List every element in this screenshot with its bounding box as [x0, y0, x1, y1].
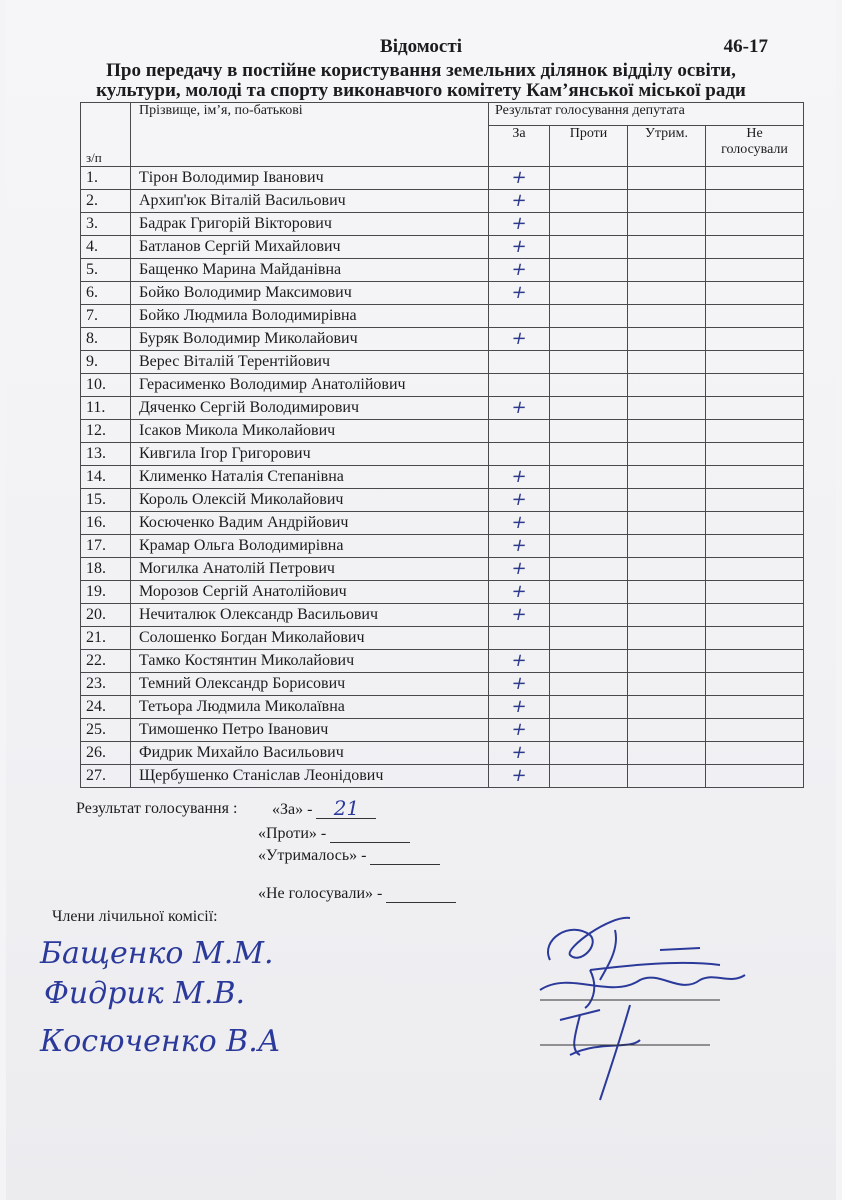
vote-za-cell — [489, 627, 550, 650]
row-number: 12. — [81, 420, 131, 443]
commission-member-1: Бащенко М.М. — [40, 936, 274, 971]
vote-utrym-cell — [628, 489, 706, 512]
vote-za-mark: + — [509, 190, 529, 211]
vote-za-cell — [489, 213, 550, 236]
table-row — [81, 512, 804, 535]
vote-ne-cell — [706, 489, 804, 512]
result-utrym — [258, 846, 440, 865]
vote-ne-cell — [706, 650, 804, 673]
row-number: 24. — [81, 696, 131, 719]
vote-proty-cell — [550, 351, 628, 374]
vote-utrym-cell — [628, 604, 706, 627]
vote-utrym-cell — [628, 397, 706, 420]
vote-utrym-cell — [628, 512, 706, 535]
row-number: 16. — [81, 512, 131, 535]
row-number: 23. — [81, 673, 131, 696]
deputy-name: Бадрак Григорій Вікторович — [131, 213, 489, 236]
table-row — [81, 236, 804, 259]
deputy-name: Король Олексій Миколайович — [131, 489, 489, 512]
vote-za-cell — [489, 673, 550, 696]
vote-utrym-cell — [628, 167, 706, 190]
document-subtitle-line1: Про передачу в постійне користування земельних ділянок відділу освіти, — [106, 60, 736, 81]
row-number: 25. — [81, 719, 131, 742]
vote-za-cell — [489, 259, 550, 282]
vote-za-mark: + — [509, 535, 529, 556]
table-row — [81, 765, 804, 788]
vote-proty-cell — [550, 719, 628, 742]
table-row — [81, 604, 804, 627]
vote-utrym-cell — [628, 719, 706, 742]
table-row — [81, 351, 804, 374]
vote-za-cell — [489, 328, 550, 351]
col-header-proty: Проти — [550, 126, 628, 167]
vote-za-mark: + — [509, 466, 529, 487]
vote-utrym-cell — [628, 742, 706, 765]
vote-proty-cell — [550, 558, 628, 581]
row-number: 19. — [81, 581, 131, 604]
col-header-ne-line1: Не — [746, 126, 763, 141]
vote-za-cell — [489, 512, 550, 535]
row-number: 4. — [81, 236, 131, 259]
vote-za-cell — [489, 466, 550, 489]
vote-ne-cell — [706, 696, 804, 719]
row-number: 2. — [81, 190, 131, 213]
table-row — [81, 213, 804, 236]
result-ne-blank — [386, 884, 456, 903]
vote-utrym-cell — [628, 351, 706, 374]
deputy-name: Кивгила Ігор Григорович — [131, 443, 489, 466]
result-za-value: 21 — [316, 800, 376, 819]
vote-proty-cell — [550, 420, 628, 443]
result-ne-label: «Не голосували» - — [258, 885, 383, 902]
vote-za-cell — [489, 535, 550, 558]
vote-utrym-cell — [628, 627, 706, 650]
vote-ne-cell — [706, 236, 804, 259]
table-row — [81, 374, 804, 397]
vote-proty-cell — [550, 466, 628, 489]
vote-za-cell — [489, 443, 550, 466]
result-proty-blank — [330, 824, 410, 843]
vote-za-mark: + — [509, 696, 529, 717]
table-row — [81, 259, 804, 282]
deputy-name: Дяченко Сергій Володимирович — [131, 397, 489, 420]
row-number: 10. — [81, 374, 131, 397]
vote-za-mark: + — [509, 558, 529, 579]
deputy-name: Темний Олександр Борисович — [131, 673, 489, 696]
vote-proty-cell — [550, 627, 628, 650]
vote-za-cell — [489, 420, 550, 443]
vote-ne-cell — [706, 351, 804, 374]
row-number: 17. — [81, 535, 131, 558]
row-number: 22. — [81, 650, 131, 673]
row-number: 15. — [81, 489, 131, 512]
deputy-name: Бойко Людмила Володимирівна — [131, 305, 489, 328]
vote-utrym-cell — [628, 765, 706, 788]
row-number: 5. — [81, 259, 131, 282]
vote-utrym-cell — [628, 535, 706, 558]
deputy-name: Фидрик Михайло Васильович — [131, 742, 489, 765]
vote-za-mark: + — [509, 604, 529, 625]
vote-za-cell — [489, 167, 550, 190]
vote-ne-cell — [706, 719, 804, 742]
vote-za-mark: + — [509, 259, 529, 280]
vote-utrym-cell — [628, 374, 706, 397]
row-number: 7. — [81, 305, 131, 328]
vote-utrym-cell — [628, 558, 706, 581]
vote-za-cell — [489, 305, 550, 328]
deputy-name: Тамко Костянтин Миколайович — [131, 650, 489, 673]
vote-za-cell — [489, 719, 550, 742]
vote-utrym-cell — [628, 581, 706, 604]
deputy-name: Крамар Ольга Володимирівна — [131, 535, 489, 558]
deputy-name: Тетьора Людмила Миколаївна — [131, 696, 489, 719]
deputy-name: Нечиталюк Олександр Васильович — [131, 604, 489, 627]
vote-ne-cell — [706, 397, 804, 420]
table-row — [81, 650, 804, 673]
vote-utrym-cell — [628, 190, 706, 213]
vote-proty-cell — [550, 236, 628, 259]
signature-3 — [540, 1000, 720, 1110]
result-utrym-blank — [370, 846, 440, 865]
vote-za-mark: + — [509, 489, 529, 510]
vote-ne-cell — [706, 213, 804, 236]
result-za-label: «За» - — [272, 801, 313, 818]
vote-proty-cell — [550, 259, 628, 282]
document-number: 46-17 — [723, 36, 768, 57]
vote-za-mark: + — [509, 673, 529, 694]
vote-za-cell — [489, 581, 550, 604]
vote-utrym-cell — [628, 282, 706, 305]
table-row — [81, 719, 804, 742]
vote-za-mark: + — [509, 213, 529, 234]
result-proty — [258, 824, 410, 843]
table-row — [81, 443, 804, 466]
vote-ne-cell — [706, 627, 804, 650]
vote-za-mark: + — [509, 512, 529, 533]
vote-ne-cell — [706, 558, 804, 581]
vote-za-cell — [489, 351, 550, 374]
commission-member-3: Косюченко В.А — [40, 1024, 281, 1059]
deputy-name: Бойко Володимир Максимович — [131, 282, 489, 305]
vote-ne-cell — [706, 374, 804, 397]
vote-proty-cell — [550, 374, 628, 397]
vote-utrym-cell — [628, 259, 706, 282]
document-title: Відомості — [380, 36, 462, 57]
vote-utrym-cell — [628, 673, 706, 696]
deputy-name: Солошенко Богдан Миколайович — [131, 627, 489, 650]
vote-proty-cell — [550, 443, 628, 466]
vote-proty-cell — [550, 535, 628, 558]
row-number: 1. — [81, 167, 131, 190]
vote-za-cell — [489, 558, 550, 581]
result-za — [272, 796, 376, 820]
table-row — [81, 627, 804, 650]
vote-utrym-cell — [628, 466, 706, 489]
vote-za-mark: + — [509, 236, 529, 257]
col-header-utrym: Утрим. — [628, 126, 706, 167]
vote-za-mark: + — [509, 650, 529, 671]
vote-proty-cell — [550, 650, 628, 673]
table-row — [81, 420, 804, 443]
vote-proty-cell — [550, 673, 628, 696]
vote-ne-cell — [706, 581, 804, 604]
table-row — [81, 558, 804, 581]
row-number: 6. — [81, 282, 131, 305]
row-number: 21. — [81, 627, 131, 650]
vote-za-cell — [489, 650, 550, 673]
deputy-name: Косюченко Вадим Андрійович — [131, 512, 489, 535]
vote-za-cell — [489, 236, 550, 259]
vote-proty-cell — [550, 765, 628, 788]
table-row — [81, 489, 804, 512]
vote-za-cell — [489, 190, 550, 213]
result-proty-label: «Проти» - — [258, 825, 327, 842]
vote-za-mark: + — [509, 742, 529, 763]
vote-ne-cell — [706, 466, 804, 489]
col-header-ne-holosuvaly — [706, 126, 804, 167]
deputy-name: Морозов Сергій Анатолійович — [131, 581, 489, 604]
row-number: 27. — [81, 765, 131, 788]
vote-za-cell — [489, 282, 550, 305]
vote-ne-cell — [706, 443, 804, 466]
row-number: 11. — [81, 397, 131, 420]
vote-proty-cell — [550, 282, 628, 305]
row-number: 13. — [81, 443, 131, 466]
vote-ne-cell — [706, 328, 804, 351]
commission-member-2: Фидрик М.В. — [44, 976, 246, 1011]
vote-ne-cell — [706, 673, 804, 696]
vote-ne-cell — [706, 742, 804, 765]
vote-ne-cell — [706, 535, 804, 558]
deputy-name: Бащенко Марина Майданівна — [131, 259, 489, 282]
deputy-name: Архип'юк Віталій Васильович — [131, 190, 489, 213]
vote-utrym-cell — [628, 213, 706, 236]
vote-za-cell — [489, 765, 550, 788]
deputy-name: Буряк Володимир Миколайович — [131, 328, 489, 351]
document-subtitle-line2: культури, молоді та спорту виконавчого комітету Кам’янської міської ради — [96, 80, 746, 101]
table-row — [81, 466, 804, 489]
vote-proty-cell — [550, 604, 628, 627]
deputy-name: Тимошенко Петро Іванович — [131, 719, 489, 742]
vote-za-mark: + — [509, 765, 529, 786]
vote-utrym-cell — [628, 650, 706, 673]
vote-za-mark: + — [509, 328, 529, 349]
col-header-name: Прізвище, ім’я, по-батькові — [131, 103, 489, 167]
vote-proty-cell — [550, 190, 628, 213]
deputy-name: Могилка Анатолій Петрович — [131, 558, 489, 581]
vote-ne-cell — [706, 259, 804, 282]
vote-za-mark: + — [509, 282, 529, 303]
table-row — [81, 742, 804, 765]
vote-utrym-cell — [628, 328, 706, 351]
row-number: 9. — [81, 351, 131, 374]
vote-ne-cell — [706, 420, 804, 443]
vote-za-cell — [489, 604, 550, 627]
vote-ne-cell — [706, 765, 804, 788]
vote-za-cell — [489, 742, 550, 765]
vote-ne-cell — [706, 282, 804, 305]
table-row — [81, 581, 804, 604]
row-number: 14. — [81, 466, 131, 489]
vote-proty-cell — [550, 696, 628, 719]
vote-utrym-cell — [628, 420, 706, 443]
vote-ne-cell — [706, 190, 804, 213]
col-header-number: з/п — [81, 103, 131, 167]
vote-ne-cell — [706, 167, 804, 190]
vote-za-mark: + — [509, 397, 529, 418]
col-header-ne-line2: голосували — [721, 142, 788, 157]
result-utrym-label: «Утрималось» - — [258, 847, 367, 864]
vote-utrym-cell — [628, 696, 706, 719]
table-row — [81, 167, 804, 190]
row-number: 18. — [81, 558, 131, 581]
table-row — [81, 282, 804, 305]
vote-proty-cell — [550, 167, 628, 190]
result-ne-holosuvaly — [258, 884, 456, 903]
table-row — [81, 535, 804, 558]
row-number: 20. — [81, 604, 131, 627]
deputy-name: Герасименко Володимир Анатолійович — [131, 374, 489, 397]
vote-proty-cell — [550, 489, 628, 512]
table-row — [81, 696, 804, 719]
vote-proty-cell — [550, 512, 628, 535]
col-header-za: За — [489, 126, 550, 167]
table-row — [81, 328, 804, 351]
vote-za-cell — [489, 374, 550, 397]
vote-za-mark: + — [509, 719, 529, 740]
table-row — [81, 673, 804, 696]
vote-proty-cell — [550, 397, 628, 420]
row-number: 3. — [81, 213, 131, 236]
table-row — [81, 305, 804, 328]
vote-ne-cell — [706, 512, 804, 535]
results-label: Результат голосування : — [76, 800, 238, 817]
table-row — [81, 397, 804, 420]
vote-proty-cell — [550, 742, 628, 765]
vote-table — [80, 102, 804, 788]
vote-utrym-cell — [628, 236, 706, 259]
deputy-name: Верес Віталій Терентійович — [131, 351, 489, 374]
vote-za-mark: + — [509, 581, 529, 602]
deputy-name: Тірон Володимир Іванович — [131, 167, 489, 190]
deputy-name: Клименко Наталія Степанівна — [131, 466, 489, 489]
vote-ne-cell — [706, 604, 804, 627]
row-number: 8. — [81, 328, 131, 351]
deputy-name: Щербушенко Станіслав Леонідович — [131, 765, 489, 788]
table-row — [81, 190, 804, 213]
vote-za-cell — [489, 696, 550, 719]
col-header-result: Результат голосування депутата — [489, 103, 804, 126]
vote-utrym-cell — [628, 443, 706, 466]
vote-utrym-cell — [628, 305, 706, 328]
vote-proty-cell — [550, 213, 628, 236]
vote-proty-cell — [550, 328, 628, 351]
vote-za-cell — [489, 489, 550, 512]
vote-za-mark: + — [509, 167, 529, 188]
vote-ne-cell — [706, 305, 804, 328]
deputy-name: Ісаков Микола Миколайович — [131, 420, 489, 443]
vote-proty-cell — [550, 305, 628, 328]
deputy-name: Батланов Сергій Михайлович — [131, 236, 489, 259]
commission-label: Члени лічильної комісії: — [52, 908, 218, 925]
vote-proty-cell — [550, 581, 628, 604]
vote-za-cell — [489, 397, 550, 420]
row-number: 26. — [81, 742, 131, 765]
